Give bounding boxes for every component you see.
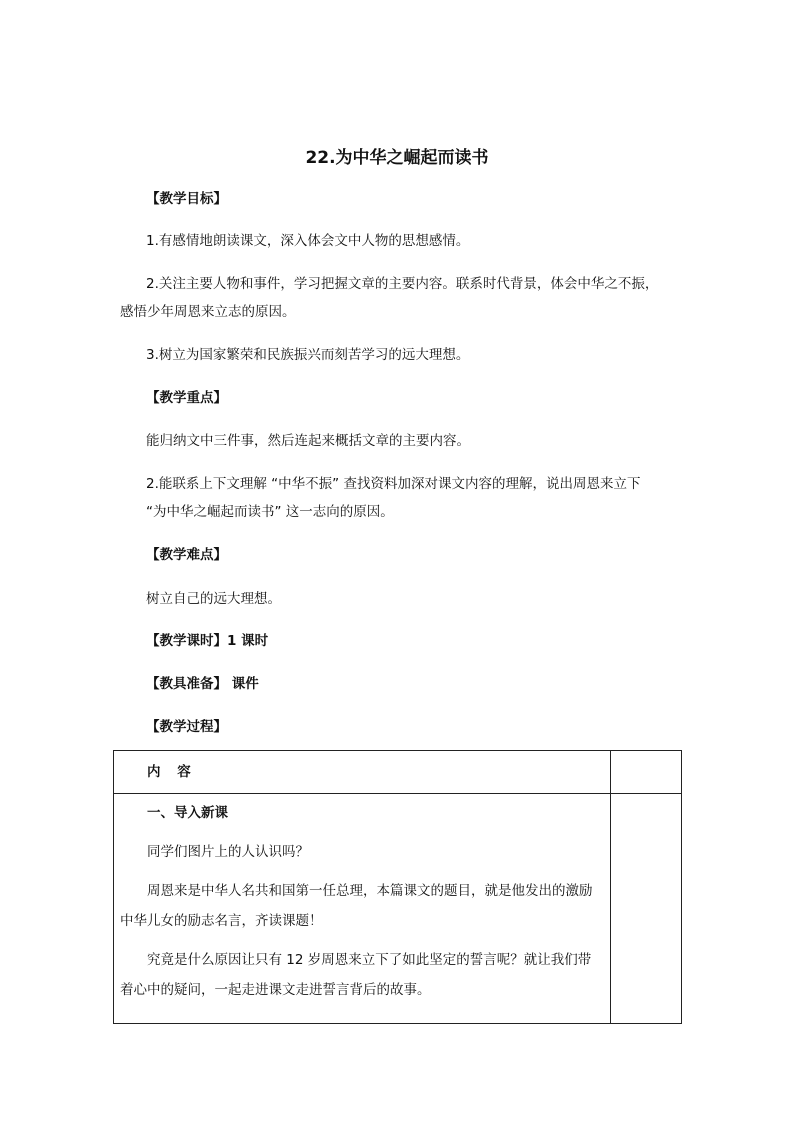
intro-paragraph-3: 究竟是什么原因让只有 12 岁周恩来立下了如此坚定的誓言呢？就让我们带着心中的疑问，一起走进课文走进誓言背后的故事。 — [120, 952, 592, 998]
table-row — [114, 794, 682, 1024]
objective-item-2-line-2: 感悟少年周恩来立志的原因。 — [120, 304, 296, 320]
key-point-item-2-line-1: 2.能联系上下文理解 “中华不振” 查找资料加深对课文内容的理解，说出周恩来立下 — [146, 476, 641, 492]
table-header-cell-content — [114, 751, 611, 794]
objectives-heading: 【教学目标】 — [146, 191, 227, 207]
table-body-cell-content — [114, 794, 611, 1024]
table-header-label: 内 容 — [147, 764, 197, 780]
key-point-item-2-line-2: “为中华之崛起而读书” 这一志向的原因。 — [146, 504, 394, 520]
teaching-process-table — [113, 750, 682, 1024]
section-title: 一、导入新课 — [147, 805, 228, 821]
objective-item-2-line-1: 2.关注主要人物和事件，学习把握文章的主要内容。联系时代背景，体会中华之不振， — [146, 276, 659, 292]
intro-paragraph-2: 周恩来是中华人名共和国第一任总理，本篇课文的题目，就是他发出的激励中华儿女的励志名言，齐读课题！ — [120, 883, 593, 929]
table-body-cell-side — [611, 794, 682, 1024]
process-heading: 【教学过程】 — [146, 719, 227, 735]
teaching-materials: 【教具准备】 课件 — [146, 676, 259, 692]
teaching-hours: 【教学课时】1 课时 — [146, 633, 269, 649]
page-title: 22.为中华之崛起而读书 — [305, 148, 489, 168]
table-header-row — [114, 751, 682, 794]
key-point-item-1: 能归纳文中三件事，然后连起来概括文章的主要内容。 — [146, 433, 470, 449]
difficulty-item-1: 树立自己的远大理想。 — [146, 591, 281, 607]
difficulty-heading: 【教学难点】 — [146, 547, 227, 563]
intro-paragraph-1: 同学们图片上的人认识吗？ — [147, 844, 309, 860]
objective-item-3: 3.树立为国家繁荣和民族振兴而刻苦学习的远大理想。 — [146, 347, 470, 363]
objective-item-1: 1.有感情地朗读课文，深入体会文中人物的思想感情。 — [146, 233, 470, 249]
key-points-heading: 【教学重点】 — [146, 390, 227, 406]
table-header-cell-side — [611, 751, 682, 794]
